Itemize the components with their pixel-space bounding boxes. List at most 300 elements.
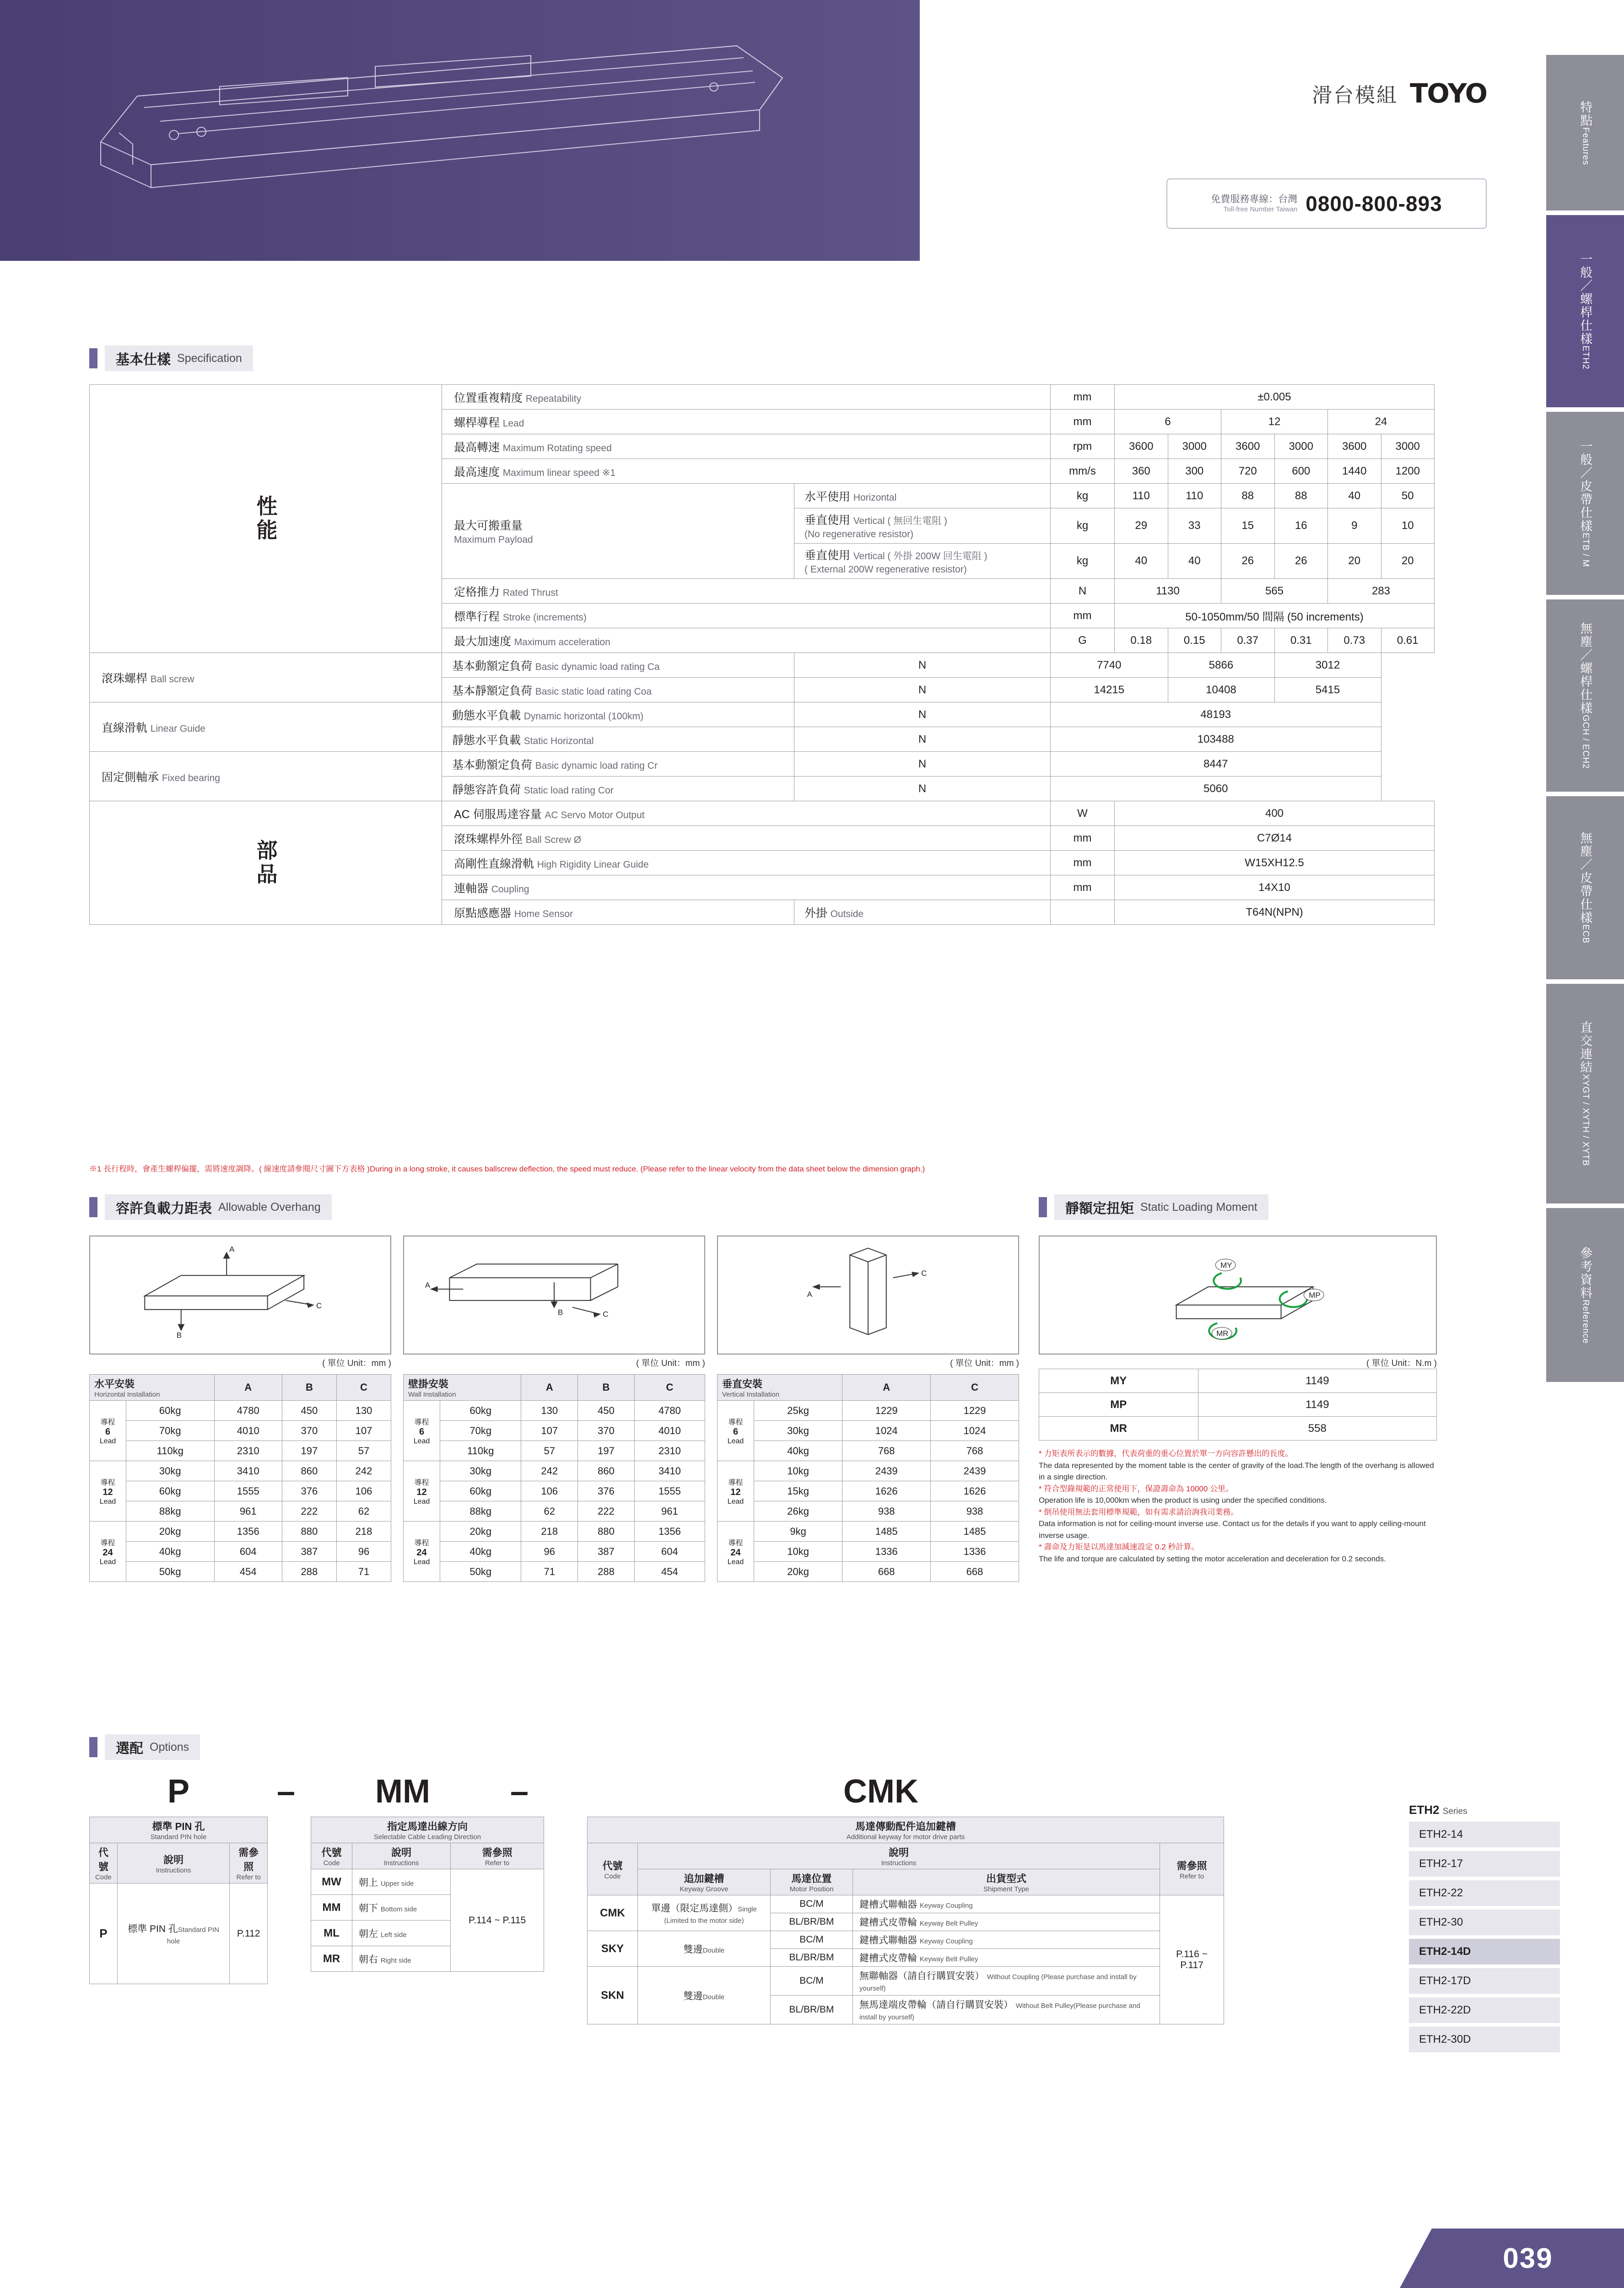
option-cable-block [311, 1817, 544, 1972]
spec-label-payload: 最大可搬重量 Maximum Payload [442, 484, 794, 579]
keyway-motor-position: BL/BR/BM [771, 1996, 853, 2024]
overhang-lead-label: 導程 6 Lead [404, 1401, 440, 1461]
spec-unit: W [1051, 801, 1115, 826]
cable-code: MM [311, 1895, 352, 1921]
series-title-en: Series [1442, 1807, 1468, 1816]
keyway-groove: 雙邊Double [638, 1967, 771, 2024]
table-header-row [90, 1843, 268, 1883]
section-header-moment [1039, 1194, 1268, 1220]
overhang-col-header: A [214, 1375, 282, 1401]
tollfree-label-cn: 免費服務專線：台灣 [1211, 194, 1298, 205]
overhang-cell: 2439 [931, 1461, 1019, 1481]
spec-value: 5060 [1051, 777, 1381, 801]
spec-unit: N [794, 727, 1051, 752]
moment-note [1039, 1483, 1437, 1506]
overhang-cell: 70kg [126, 1421, 215, 1441]
spec-label: 定格推力 Rated Thrust [442, 579, 1051, 604]
side-tab-en: ETH2 [1581, 345, 1591, 370]
spec-value: 0.31 [1274, 628, 1328, 653]
spec-value: 110 [1115, 484, 1168, 508]
spec-sublabel: 基本動額定負荷 Basic dynamic load rating Ca [442, 653, 794, 678]
cable-code: MR [311, 1946, 352, 1972]
spec-value: 20 [1381, 544, 1435, 579]
unit-caption-moment: ( 單位 Unit：N.m ) [1366, 1359, 1437, 1368]
table-row [90, 702, 1435, 727]
overhang-cell: 1336 [931, 1542, 1019, 1562]
spec-sublabel: 基本靜額定負荷 Basic static load rating Coa [442, 678, 794, 702]
spec-value: 103488 [1051, 727, 1381, 752]
spec-label: AC 伺服馬達容量 AC Servo Motor Output [442, 801, 1051, 826]
section-title-cn: 選配 [116, 1741, 143, 1756]
side-tab-2[interactable] [1546, 215, 1624, 407]
cable-header: 指定馬達出線方向 Selectable Cable Leading Direction [311, 1817, 544, 1843]
spec-value: 29 [1115, 508, 1168, 544]
side-tab-1[interactable] [1546, 55, 1624, 210]
option-keyway-block [587, 1817, 1224, 2024]
overhang-table-3 [717, 1374, 1019, 1582]
spec-value: 0.73 [1328, 628, 1381, 653]
spec-value: 48193 [1051, 702, 1381, 727]
section-title-cn: 容許負載力距表 [116, 1201, 212, 1216]
series-items [1409, 1822, 1560, 2052]
keyway-motor-position: BL/BR/BM [771, 1913, 853, 1931]
overhang-cell: 60kg [126, 1401, 215, 1421]
overhang-cell: 2310 [634, 1441, 705, 1461]
series-item-eth2-30d[interactable]: ETH2-30D [1409, 2027, 1560, 2052]
pin-col-header: 需參照 Refer to [230, 1843, 268, 1883]
series-title [1409, 1803, 1560, 1817]
overhang-cell: 860 [282, 1461, 336, 1481]
section-title-box [105, 1734, 200, 1760]
table-header-row [404, 1375, 705, 1401]
spec-unit: N [794, 653, 1051, 678]
table-row [718, 1501, 1019, 1522]
keyway-shipment: 無聯軸器（請自行購買安裝） Without Coupling (Please purchase and install by yourself) [853, 1967, 1160, 1996]
spec-value: 14X10 [1115, 875, 1435, 900]
side-tab-6[interactable] [1546, 984, 1624, 1203]
table-row [404, 1401, 705, 1421]
overhang-diagrams [89, 1236, 1027, 1369]
spec-group-label: 滾珠螺桿 Ball screw [90, 653, 442, 702]
moment-block [1039, 1236, 1437, 1565]
keyway-shipment: 鍵槽式聯軸器 Keyway Coupling [853, 1931, 1160, 1949]
section-header-options [89, 1734, 200, 1760]
overhang-cell: 1555 [214, 1481, 282, 1501]
spec-unit: kg [1051, 544, 1115, 579]
group-label-parts: 部品 [90, 801, 442, 925]
overhang-title: 壁掛安裝 Wall Installation [404, 1375, 521, 1401]
series-item-eth2-14d[interactable]: ETH2-14D [1409, 1939, 1560, 1964]
svg-text:A: A [425, 1281, 430, 1290]
moment-note [1039, 1541, 1437, 1565]
table-row [588, 1967, 1224, 1996]
unit-caption-wall: ( 單位 Unit：mm ) [636, 1359, 705, 1368]
spec-unit: N [794, 777, 1051, 801]
overhang-cell: 71 [521, 1562, 578, 1582]
moment-table [1039, 1369, 1437, 1441]
spec-value: 8447 [1051, 752, 1381, 777]
overhang-cell: 288 [282, 1562, 336, 1582]
overhang-cell: 1626 [931, 1481, 1019, 1501]
overhang-cell: 106 [521, 1481, 578, 1501]
product-illustration [82, 27, 824, 220]
overhang-diagram-horizontal [89, 1236, 391, 1369]
moment-note-en: Data information is not for ceiling-mount inverse use. Contact us for the details if you want to apply ceiling-mount inverse usage. [1039, 1519, 1426, 1540]
spec-value: 110 [1168, 484, 1221, 508]
spec-unit: N [794, 702, 1051, 727]
pin-col-header: 代號 Code [90, 1843, 118, 1883]
table-row [1039, 1369, 1437, 1393]
cable-table [311, 1817, 544, 1972]
svg-text:A: A [807, 1290, 813, 1299]
keyway-table [587, 1817, 1224, 2024]
overhang-cell: 604 [634, 1542, 705, 1562]
spec-value: 16 [1274, 508, 1328, 544]
table-row [90, 801, 1435, 826]
section-bar [89, 1197, 97, 1217]
series-item-eth2-14[interactable]: ETH2-14 [1409, 1822, 1560, 1847]
cable-instruction: 朝右 Right side [352, 1946, 451, 1972]
overhang-cell: 1555 [634, 1481, 705, 1501]
spec-unit: mm [1051, 604, 1115, 628]
pin-header: 標準 PIN 孔 Standard PIN hole [90, 1817, 268, 1843]
moment-note-en: The life and torque are calculated by setting the motor acceleration and deceleration for 0.2 seconds. [1039, 1554, 1386, 1563]
spec-value: 3000 [1381, 434, 1435, 459]
series-item-eth2-22[interactable]: ETH2-22 [1409, 1880, 1560, 1906]
overhang-cell: 860 [578, 1461, 635, 1481]
table-row [90, 653, 1435, 678]
brand-chinese: 滑台模組 [1311, 84, 1398, 107]
moment-note-cn: * 壽命及力矩是以馬達加減速設定 0.2 秒計算。 [1039, 1543, 1199, 1551]
spec-value: 1200 [1381, 459, 1435, 484]
toyo-logo: TOYO [1409, 78, 1487, 109]
spec-label: 最高速度 Maximum linear speed ※1 [442, 459, 1051, 484]
options-block [89, 1766, 1224, 2024]
page-badge-corner [1400, 2229, 1432, 2288]
tollfree-label-en: Toll-free Number Taiwan [1223, 205, 1298, 213]
spec-label: 高剛性直線滑軌 High Rigidity Linear Guide [442, 851, 1051, 875]
cable-code: MW [311, 1869, 352, 1895]
side-tab-en: Features [1581, 127, 1591, 165]
unit-caption-vertical: ( 單位 Unit：mm ) [950, 1359, 1019, 1368]
table-row [404, 1481, 705, 1501]
section-title-en: Allowable Overhang [218, 1200, 321, 1214]
overhang-cell: 376 [578, 1481, 635, 1501]
spec-value: 3000 [1168, 434, 1221, 459]
option-pin-block [89, 1817, 268, 1984]
keyway-motor-position: BL/BR/BM [771, 1949, 853, 1967]
spec-value: 0.61 [1381, 628, 1435, 653]
svg-text:MR: MR [1216, 1329, 1229, 1338]
overhang-cell: 370 [282, 1421, 336, 1441]
spec-value: 14215 [1051, 678, 1168, 702]
table-row [404, 1562, 705, 1582]
option-code-mm: MM [375, 1773, 430, 1810]
spec-unit [1051, 900, 1115, 925]
series-item-eth2-30[interactable]: ETH2-30 [1409, 1910, 1560, 1935]
overhang-cell: 880 [578, 1522, 635, 1542]
overhang-cell: 10kg [754, 1542, 842, 1562]
spec-footnote [89, 1162, 925, 1174]
overhang-cell: 50kg [440, 1562, 521, 1582]
keyway-code: CMK [588, 1895, 638, 1931]
moment-diagram-frame [1039, 1236, 1437, 1354]
keyway-shipment: 鍵槽式聯軸器 Keyway Coupling [853, 1895, 1160, 1913]
overhang-cell: 70kg [440, 1421, 521, 1441]
spec-value: 1130 [1115, 579, 1221, 604]
series-title-cn: ETH2 [1409, 1803, 1440, 1817]
tollfree-box [1166, 178, 1487, 229]
overhang-cell: 454 [634, 1562, 705, 1582]
series-item-eth2-17[interactable]: ETH2-17 [1409, 1851, 1560, 1877]
table-row [718, 1542, 1019, 1562]
overhang-cell: 218 [336, 1522, 391, 1542]
overhang-col-header: B [578, 1375, 635, 1401]
spec-unit: mm [1051, 410, 1115, 434]
overhang-cell: 30kg [126, 1461, 215, 1481]
overhang-cell: 1485 [931, 1522, 1019, 1542]
unit-caption-horizontal: ( 單位 Unit：mm ) [322, 1359, 391, 1368]
keyway-shipment: 無馬達端皮帶輪（請自行購買安裝） Without Belt Pulley(Please purchase and install by yourself) [853, 1996, 1160, 2024]
side-tab-en: XYGT / XYTH / XYTB [1581, 1074, 1591, 1166]
overhang-cell: 62 [336, 1501, 391, 1522]
section-bar [89, 1737, 97, 1757]
overhang-cell: 110kg [126, 1441, 215, 1461]
table-row [718, 1481, 1019, 1501]
spec-unit: mm [1051, 826, 1115, 851]
overhang-cell: 4010 [214, 1421, 282, 1441]
side-tab-cn: 一般／皮帶仕樣 [1578, 439, 1592, 533]
overhang-lead-label: 導程 12 Lead [90, 1461, 126, 1522]
keyway-col-refer: 需參照 Refer to [1160, 1843, 1224, 1895]
overhang-cell: 88kg [440, 1501, 521, 1522]
overhang-lead-label: 導程 6 Lead [90, 1401, 126, 1461]
section-bar [1039, 1197, 1047, 1217]
table-row [90, 1421, 391, 1441]
cable-instruction: 朝左 Left side [352, 1921, 451, 1946]
overhang-cell: 40kg [126, 1542, 215, 1562]
diagram-frame-horizontal [89, 1236, 391, 1354]
spec-value: 12 [1221, 410, 1328, 434]
table-header-row [718, 1375, 1019, 1401]
spec-value: 50 [1381, 484, 1435, 508]
spec-group-label: 固定側軸承 Fixed bearing [90, 752, 442, 801]
moment-note-cn: * 力矩表所表示的數據，代表荷重的重心位置於單一方向容許懸出的長度。 [1039, 1449, 1293, 1458]
spec-value: 88 [1221, 484, 1275, 508]
spec-unit: G [1051, 628, 1115, 653]
spec-value: 3600 [1328, 434, 1381, 459]
overhang-cell: 961 [214, 1501, 282, 1522]
side-tab-3[interactable] [1546, 412, 1624, 595]
pin-code: P [90, 1883, 118, 1984]
table-row [718, 1522, 1019, 1542]
keyway-refer: P.116 ~ P.117 [1160, 1895, 1224, 2024]
keyway-groove: 雙邊Double [638, 1931, 771, 1967]
spec-label: 標準行程 Stroke (increments) [442, 604, 1051, 628]
overhang-cell: 4010 [634, 1421, 705, 1441]
spec-sublabel: 外掛 Outside [794, 900, 1051, 925]
spec-value: 3600 [1221, 434, 1275, 459]
keyway-code: SKN [588, 1967, 638, 2024]
section-title-en: Options [150, 1740, 189, 1754]
overhang-cell: 222 [578, 1501, 635, 1522]
options-tables [89, 1817, 1224, 2024]
keyway-col-instructions: 說明 Instructions [638, 1843, 1160, 1869]
table-row [90, 1481, 391, 1501]
spec-value: 24 [1328, 410, 1435, 434]
cable-code: ML [311, 1921, 352, 1946]
section-title-en: Static Loading Moment [1140, 1200, 1257, 1214]
overhang-cell: 288 [578, 1562, 635, 1582]
spec-value: 600 [1274, 459, 1328, 484]
overhang-col-header: C [634, 1375, 705, 1401]
overhang-cell: 4780 [634, 1401, 705, 1421]
overhang-cell: 26kg [754, 1501, 842, 1522]
overhang-cell: 15kg [754, 1481, 842, 1501]
overhang-cell: 222 [282, 1501, 336, 1522]
table-row [90, 385, 1435, 410]
table-row [90, 1501, 391, 1522]
overhang-cell: 3410 [634, 1461, 705, 1481]
overhang-cell: 4780 [214, 1401, 282, 1421]
cable-col-header: 說明 Instructions [352, 1843, 451, 1869]
overhang-col-header: C [931, 1375, 1019, 1401]
spec-value: 565 [1221, 579, 1328, 604]
overhang-col-header: C [336, 1375, 391, 1401]
overhang-cell: 387 [282, 1542, 336, 1562]
spec-sublabel: 水平使用 Horizontal [794, 484, 1051, 508]
spec-value: 5866 [1168, 653, 1274, 678]
keyway-shipment: 鍵槽式皮帶輪 Keyway Belt Pulley [853, 1949, 1160, 1967]
table-row [90, 1522, 391, 1542]
spec-value: 40 [1328, 484, 1381, 508]
section-title-box [105, 1194, 332, 1220]
svg-text:C: C [921, 1269, 927, 1278]
series-item-eth2-17d[interactable]: ETH2-17D [1409, 1968, 1560, 1994]
overhang-cell: 668 [842, 1562, 931, 1582]
spec-value: 400 [1115, 801, 1435, 826]
spec-unit: mm/s [1051, 459, 1115, 484]
moment-note-en: Operation life is 10,000km when the product is using under the specified conditions. [1039, 1496, 1327, 1505]
spec-value: 40 [1115, 544, 1168, 579]
spec-value: 1440 [1328, 459, 1381, 484]
overhang-lead-label: 導程 24 Lead [90, 1522, 126, 1582]
spec-unit: kg [1051, 508, 1115, 544]
table-row [718, 1562, 1019, 1582]
overhang-table-2 [403, 1374, 705, 1582]
keyway-motor-position: BC/M [771, 1895, 853, 1913]
overhang-cell: 768 [842, 1441, 931, 1461]
overhang-cell: 604 [214, 1542, 282, 1562]
overhang-cell: 1229 [931, 1401, 1019, 1421]
table-header-row [90, 1375, 391, 1401]
specification-table-wrap [89, 384, 1435, 925]
spec-value: 3012 [1274, 653, 1381, 678]
overhang-cell: 768 [931, 1441, 1019, 1461]
side-tab-5[interactable] [1546, 796, 1624, 979]
overhang-cell: 938 [931, 1501, 1019, 1522]
moment-label: MY [1039, 1369, 1198, 1393]
option-code-row [89, 1766, 1224, 1817]
overhang-cell: 1024 [931, 1421, 1019, 1441]
series-item-eth2-22d[interactable]: ETH2-22D [1409, 1997, 1560, 2023]
overhang-cell: 40kg [440, 1542, 521, 1562]
overhang-cell: 450 [282, 1401, 336, 1421]
svg-text:MP: MP [1309, 1290, 1321, 1300]
overhang-cell: 30kg [754, 1421, 842, 1441]
cable-col-header: 需參照 Refer to [451, 1843, 544, 1869]
table-row [718, 1461, 1019, 1481]
overhang-cell: 20kg [440, 1522, 521, 1542]
pin-table [89, 1817, 268, 1984]
table-row [718, 1421, 1019, 1441]
overhang-cell: 130 [336, 1401, 391, 1421]
spec-sublabel: 垂直使用 Vertical ( 無回生電阻 ) (No regenerative resistor) [794, 508, 1051, 544]
table-row [404, 1441, 705, 1461]
table-row [718, 1401, 1019, 1421]
section-title-cn: 基本仕樣 [116, 352, 171, 367]
spec-label: 最高轉速 Maximum Rotating speed [442, 434, 1051, 459]
overhang-cell: 88kg [126, 1501, 215, 1522]
table-row [718, 1441, 1019, 1461]
spec-value: T64N(NPN) [1115, 900, 1435, 925]
table-row [311, 1869, 544, 1895]
keyway-subcol-header: 馬達位置 Motor Position [771, 1869, 853, 1895]
svg-text:B: B [176, 1331, 182, 1340]
overhang-cell: 1336 [842, 1542, 931, 1562]
moment-note-cn: * 符合型錄規範的正常使用下，保證壽命為 10000 公里。 [1039, 1484, 1234, 1493]
spec-value: 0.15 [1168, 628, 1221, 653]
spec-value: 5415 [1274, 678, 1381, 702]
page-number: 039 [1432, 2229, 1624, 2288]
table-row [404, 1461, 705, 1481]
overhang-cell: 50kg [126, 1562, 215, 1582]
spec-value: 0.18 [1115, 628, 1168, 653]
overhang-cell: 30kg [440, 1461, 521, 1481]
overhang-cell: 938 [842, 1501, 931, 1522]
side-tab-4[interactable] [1546, 599, 1624, 792]
overhang-title: 垂直安裝 Vertical Installation [718, 1375, 842, 1401]
svg-text:C: C [603, 1310, 609, 1319]
moment-note-en: The data represented by the moment table is the center of gravity of the load.The length of the overhang is allowed in a single direction. [1039, 1461, 1434, 1481]
cable-col-header: 代號 Code [311, 1843, 352, 1869]
table-row [588, 1895, 1224, 1913]
overhang-col-header: A [521, 1375, 578, 1401]
side-tab-en: ECB [1581, 924, 1591, 944]
moment-label: MR [1039, 1417, 1198, 1441]
table-row [90, 1562, 391, 1582]
static-moment-drawing [1040, 1236, 1436, 1354]
brand-row [1312, 78, 1487, 109]
keyway-shipment: 鍵槽式皮帶輪 Keyway Belt Pulley [853, 1913, 1160, 1931]
spec-sublabel: 基本動額定負荷 Basic dynamic load rating Cr [442, 752, 794, 777]
overhang-cell: 1626 [842, 1481, 931, 1501]
section-bar [89, 348, 97, 368]
overhang-cell: 20kg [126, 1522, 215, 1542]
side-tab-list [1524, 0, 1624, 1354]
moment-notes [1039, 1448, 1437, 1565]
spec-value: 50-1050mm/50 間隔 (50 increments) [1115, 604, 1435, 628]
pin-instruction: 標準 PIN 孔Standard PIN hole [117, 1883, 230, 1984]
overhang-cell: 106 [336, 1481, 391, 1501]
tollfree-label [1211, 194, 1297, 214]
overhang-cell: 242 [521, 1461, 578, 1481]
overhang-cell: 110kg [440, 1441, 521, 1461]
side-tab-7[interactable] [1546, 1208, 1624, 1382]
spec-sublabel: 靜態容許負荷 Static load rating Cor [442, 777, 794, 801]
section-title-en: Specification [177, 351, 242, 365]
overhang-cell: 2310 [214, 1441, 282, 1461]
